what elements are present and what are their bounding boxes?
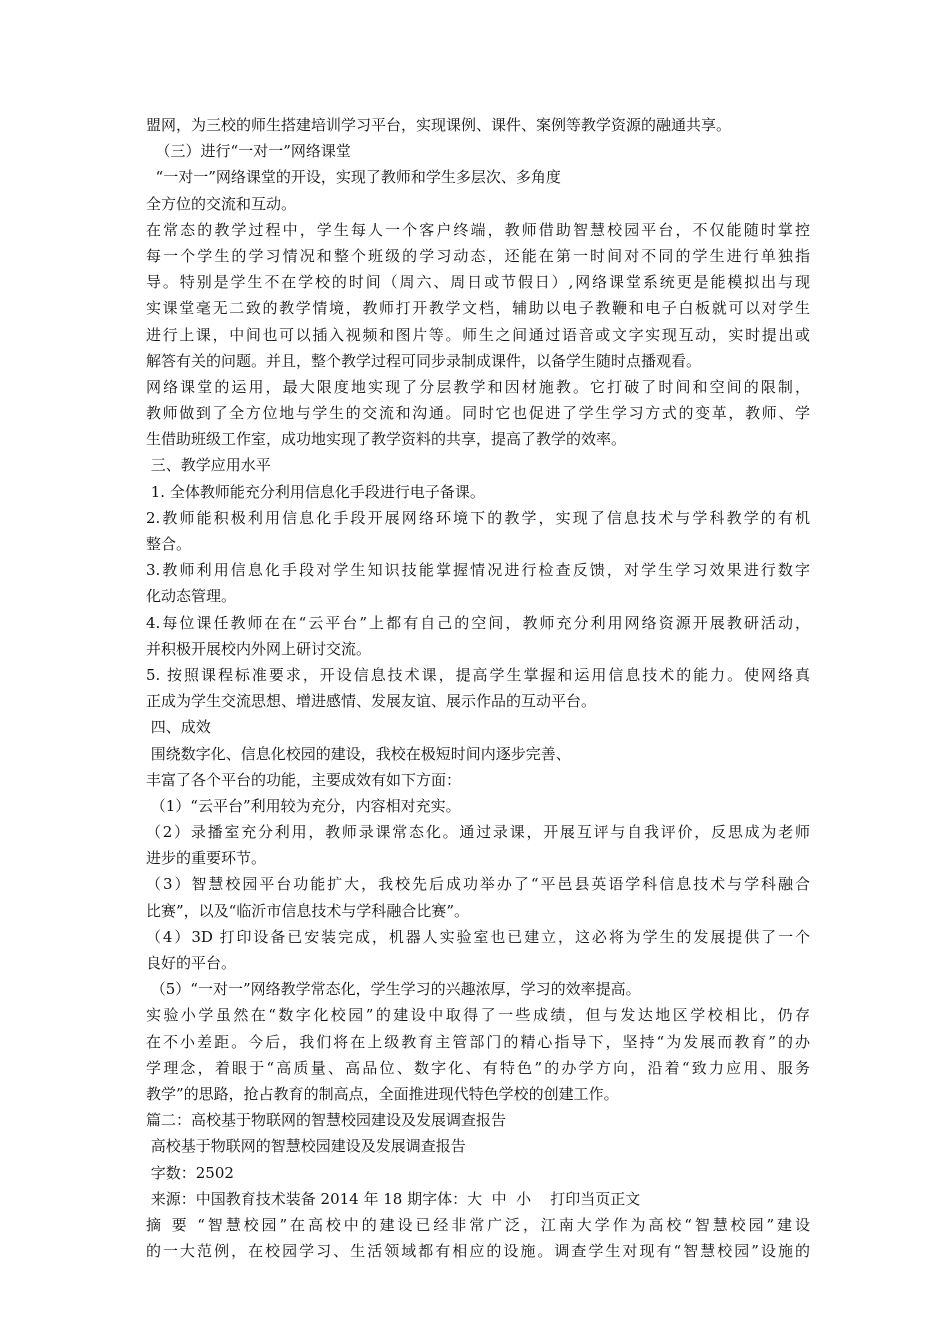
text-line: 篇二：高校基于物联网的智慧校园建设及发展调查报告 [146, 1111, 507, 1130]
text-line: 进行上课，中间也可以插入视频和图片等。师生之间通过语音或文字实现互动，实时提出或 [146, 325, 810, 344]
text-line: 比赛”，以及“临沂市信息技术与学科融合比赛”。 [146, 901, 470, 920]
text-line: 来源：中国教育技术装备 2014 年 18 期字体：大 中 小 打印当页正文 [146, 1189, 641, 1208]
text-line: 良好的平台。 [146, 954, 237, 972]
text-line: 教师做到了全方位地与学生的交流和沟通。同时它也促进了学生学习方式的变革，教师、学 [146, 404, 810, 423]
text-line: 化动态管理。 [146, 587, 237, 606]
text-line: 4.每位课任教师在在“云平台”上都有自己的空间，教师充分利用网络资源开展教研活动， [146, 613, 810, 632]
text-line: （1）“云平台”利用较为充分，内容相对充实。 [146, 796, 461, 815]
text-line: （4）3D 打印设备已安装完成，机器人实验室也已建立，这必将为学生的发展提供了一个 [146, 927, 810, 946]
text-line: 整合。 [146, 535, 192, 553]
text-line: 生借助班级工作室，成功地实现了教学资料的共享，提高了教学的效率。 [146, 430, 627, 449]
text-line: 四、成效 [146, 718, 211, 737]
text-line: 摘 要 “智慧校园”在高校中的建设已经非常广泛，江南大学作为高校“智慧校园”建设 [146, 1215, 810, 1234]
text-line: （5）“一对一”网络教学常态化，学生学习的兴趣浓厚，学习的效率提高。 [146, 980, 641, 999]
text-line: 盟网，为三校的师生搭建培训学习平台，实现课例、课件、案例等教学资源的融通共享。 [146, 116, 732, 134]
text-line: 5. 按照课程标准要求，开设信息技术课，提高学生掌握和运用信息技术的能力。使网络真 [146, 665, 810, 684]
text-line: 三、教学应用水平 [146, 456, 271, 475]
text-line: 解答有关的问题。并且，整个教学过程可同步录制成课件，以备学生随时点播观看。 [146, 351, 702, 370]
text-line: “一对一”网络课堂的开设，实现了教师和学生多层次、多角度 [146, 168, 561, 187]
text-line: 丰富了各个平台的功能，主要成效有如下方面： [146, 770, 462, 789]
text-line: 在不小差距。今后，我们将在上级教育主管部门的精心指导下，坚持“为发展而教育”的办 [146, 1032, 810, 1051]
text-line: 每一个学生的学习情况和整个班级的学习动态，还能在第一时间对不同的学生进行单独指 [146, 246, 810, 265]
text-line: 高校基于物联网的智慧校园建设及发展调查报告 [146, 1137, 466, 1156]
text-line: 网络课堂的运用，最大限度地实现了分层教学和因材施教。它打破了时间和空间的限制， [146, 377, 810, 396]
text-line: 2.教师能积极利用信息化手段开展网络环境下的教学，实现了信息技术与学科教学的有机 [146, 508, 810, 527]
text-line: 实课堂毫无二致的教学情境，教师打开教学文档，辅助以电子教鞭和电子白板就可以对学生 [146, 299, 810, 318]
text-line: 正成为学生交流思想、增进感情、发展友谊、展示作品的互动平台。 [146, 692, 597, 711]
text-line: 导。特别是学生不在学校的时间（周六、周日或节假日）,网络课堂系统更是能模拟出与现 [146, 273, 810, 292]
text-line: （3）智慧校园平台功能扩大，我校先后成功举办了“平邑县英语学科信息技术与学科融合 [146, 875, 810, 894]
document-body [146, 112, 810, 1264]
text-line: 字数：2502 [146, 1163, 234, 1182]
text-line: 并积极开展校内外网上研讨交流。 [146, 639, 372, 658]
text-line: （2）录播室充分利用，教师录课常态化。通过录课，开展互评与自我评价，反思成为老师 [146, 823, 810, 842]
text-line: （三）进行“一对一”网络课堂 [146, 142, 351, 161]
text-line: 学理念，着眼于“高质量、高品位、数字化、有特色”的办学方向，沿着“致力应用、服务 [146, 1058, 810, 1077]
text-line: 实验小学虽然在“数字化校园”的建设中取得了一些成绩，但与发达地区学校相比，仍存 [146, 1006, 810, 1025]
text-line: 在常态的教学过程中，学生每人一个客户终端，教师借助智慧校园平台，不仅能随时掌控 [146, 220, 810, 239]
text-line: 教学”的思路，抢占教育的制高点，全面推进现代特色学校的创建工作。 [146, 1084, 619, 1103]
text-line: 的一大范例，在校园学习、生活领域都有相应的设施。调查学生对现有“智慧校园”设施的 [146, 1242, 810, 1261]
text-line: 全方位的交流和互动。 [146, 194, 297, 213]
text-line: 进步的重要环节。 [146, 849, 267, 868]
text-line: 3.教师利用信息化手段对学生知识技能掌握情况进行检查反馈，对学生学习效果进行数字 [146, 561, 810, 580]
text-line: 围绕数字化、信息化校园的建设，我校在极短时间内逐步完善、 [146, 744, 571, 763]
text-line: 1. 全体教师能充分利用信息化手段进行电子备课。 [146, 482, 485, 501]
